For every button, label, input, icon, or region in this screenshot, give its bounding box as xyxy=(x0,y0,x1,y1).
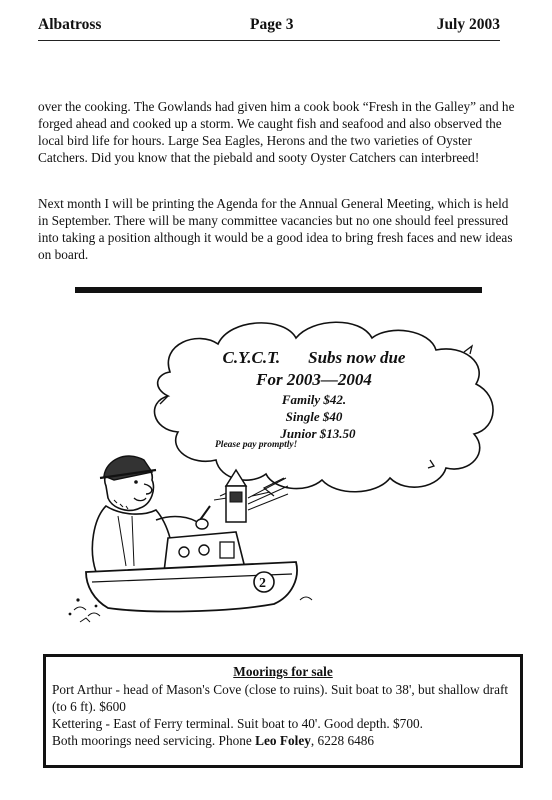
subs-season: For 2003—2004 xyxy=(256,370,372,389)
mooring-kettering: Kettering - East of Ferry terminal. Suit boat to 40'. Good depth. $700. xyxy=(52,716,423,731)
junior-rate: Junior $13.50 xyxy=(280,426,356,441)
section-divider xyxy=(75,287,482,293)
svg-text:2: 2 xyxy=(259,576,266,591)
page-header xyxy=(38,14,500,40)
family-rate: Family $42. xyxy=(281,392,347,407)
mooring-port-arthur: Port Arthur - head of Mason's Cove (close to ruins). Suit boat to 38', but shallow draft (to 6 ft). $600 xyxy=(52,682,509,714)
issue-date: July 2003 xyxy=(436,16,500,33)
pay-promptly-note: Please pay promptly! xyxy=(215,440,298,450)
moorings-for-sale-box xyxy=(43,654,523,768)
body-paragraph-cooking: over the cooking. The Gowlands had given him a cook book “Fresh in the Galley” and he forged ahead and cooked up a storm. We caught fish and seafood and also observed the local bird life for hours. Large Sea Eagles, Herons and the two varieties of Oyster Catchers. Did you know that the piebald and sooty Oyster Catchers can interbreed! xyxy=(38,99,515,165)
page-number: Page 3 xyxy=(250,16,294,33)
single-rate: Single $40 xyxy=(285,409,343,424)
moorings-contact xyxy=(52,732,514,749)
subs-notice-illustration xyxy=(60,310,520,630)
contact-prefix: Both moorings need servicing. Phone xyxy=(52,733,256,748)
header-divider xyxy=(38,40,500,41)
moorings-title: Moorings for sale xyxy=(233,664,333,679)
contact-name: Leo Foley xyxy=(255,733,311,748)
contact-phone: , 6228 6486 xyxy=(310,733,375,748)
body-paragraph-agm: Next month I will be printing the Agenda for the Annual General Meeting, which is held in September. There will be many committee vacancies but no one should feel pressured into taking a position although it would be a good idea to bring fresh faces and new ideas on board. xyxy=(38,196,513,262)
subs-headline xyxy=(144,348,484,368)
club-name: C.Y.C.T. xyxy=(222,348,281,367)
newsletter-title: Albatross xyxy=(38,16,102,33)
subs-due-text: Subs now due xyxy=(308,348,406,367)
